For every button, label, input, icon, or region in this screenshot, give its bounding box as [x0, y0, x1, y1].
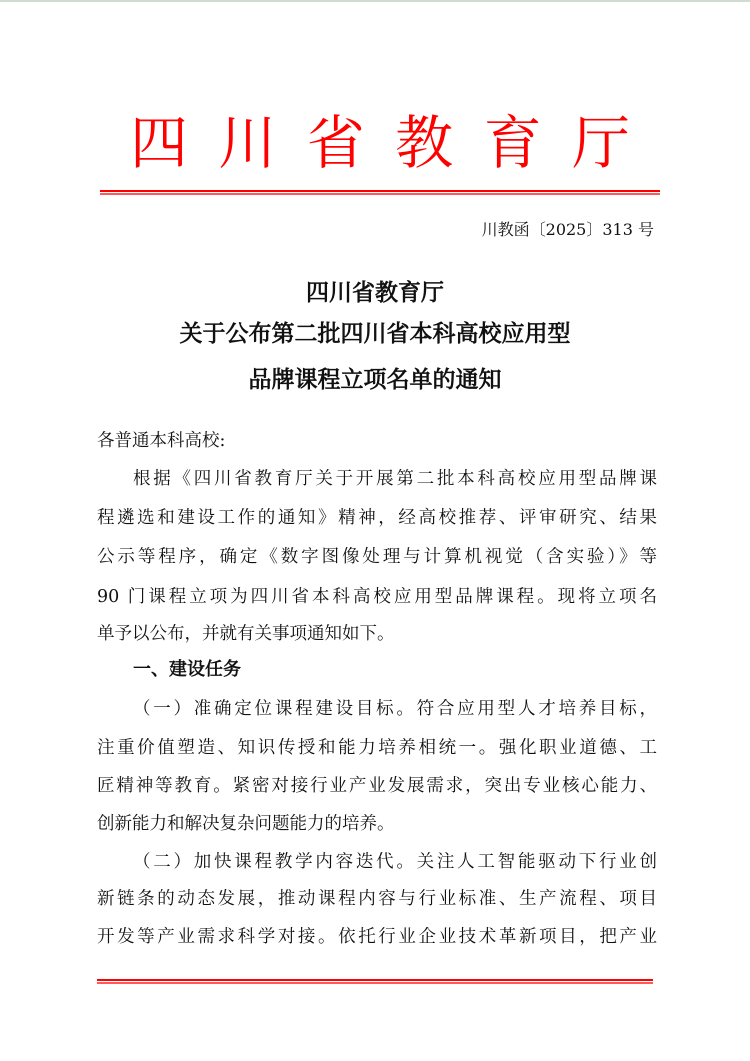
- salutation: 各普通本科高校:: [97, 431, 226, 451]
- body-line: 注重价值塑造、知识传授和能力培养相统一。强化职业道德、工: [97, 738, 657, 758]
- section-heading: 一、建设任务: [133, 659, 241, 680]
- org-char: 省: [306, 109, 365, 177]
- body-line: 创新能力和解决复杂问题能力的培养。: [97, 814, 395, 834]
- body-line: 程遴选和建设工作的通知》精神，经高校推荐、评审研究、结果: [97, 508, 657, 528]
- body-line: 匠精神等教育。紧密对接行业产业发展需求，突出专业核心能力、: [97, 776, 657, 796]
- footer-red-rule: [97, 979, 653, 981]
- window-top-border: [0, 0, 750, 2]
- notice-title-line: 品牌课程立项名单的通知: [248, 366, 502, 393]
- body-line: 新链条的动态发展，推动课程内容与行业标准、生产流程、项目: [97, 889, 657, 909]
- header-red-rule: [100, 190, 660, 192]
- body-line: 公示等程序，确定《数字图像处理与计算机视觉（含实验）》等: [97, 547, 657, 567]
- org-char: 教: [395, 109, 454, 177]
- notice-title-line: 关于公布第二批四川省本科高校应用型: [179, 320, 571, 347]
- body-line: 开发等产业需求科学对接。依托行业企业技术革新项目，把产业: [97, 927, 657, 947]
- notice-title-line: 四川省教育厅: [306, 279, 444, 306]
- body-line: 根据《四川省教育厅关于开展第二批本科高校应用型品牌课: [133, 469, 657, 489]
- body-line: 90 门课程立项为四川省本科高校应用型品牌课程。现将立项名: [97, 587, 657, 607]
- issuing-authority-header: [100, 108, 660, 178]
- body-line: （二）加快课程教学内容迭代。关注人工智能驱动下行业创: [133, 852, 657, 872]
- org-char: 四: [130, 109, 189, 177]
- body-line: （一）准确定位课程建设目标。符合应用型人才培养目标，: [133, 699, 657, 719]
- body-line: 单予以公布，并就有关事项通知如下。: [97, 624, 395, 644]
- org-char: 育: [483, 109, 542, 177]
- org-char: 厅: [571, 109, 630, 177]
- org-char: 川: [218, 109, 277, 177]
- document-number: 川教函〔2025〕313 号: [481, 220, 654, 239]
